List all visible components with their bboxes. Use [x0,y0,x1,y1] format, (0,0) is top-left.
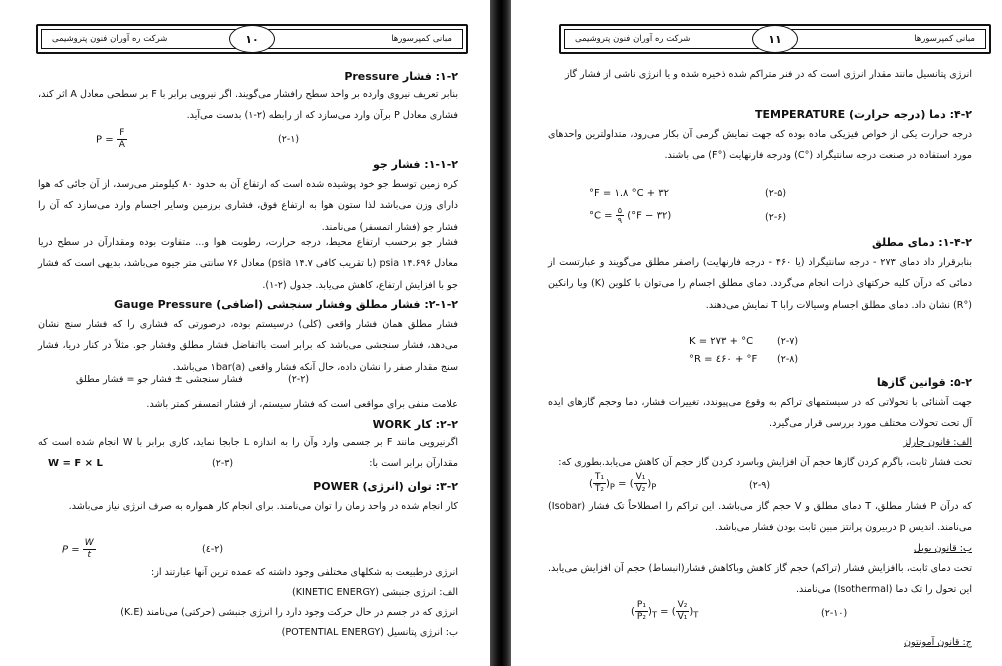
page-number: ۱۱ [752,25,798,53]
potential-title: ب: انرژی پتانسیل (POTENTIAL ENERGY) [281,627,458,638]
page-number: ۱۰ [229,25,275,53]
kinetic-title: الف: انرژی جنبشی (KINETIC ENERGY) [291,587,458,598]
atm-paragraph: کره زمین توسط جو خود پوشیده شده است که ارتفاع آن به حدود ۸۰ کیلومتر می‌رسد، از آن جائی که هوا دارای وزن می‌باشد لذا ستون هوا به ارتفاع فوق، فشاری برزمین وسایر اجسام وارد می‌سازد که آن را فشار جو (فشار اتمسفر) می‌نامند. [38,179,458,233]
kinetic-paragraph: انرژی که در جسم در حال حرکت وجود دارد را انرژی جنبشی (حرکتی) می‌نامند (K.E) [120,607,458,618]
header-book-title: مبانی کمپرسورها [391,34,452,44]
section-power-title: ۳-۲: توان (انرژی) POWER [313,480,458,493]
equation-2-2: فشار سنجشی ± فشار جو = فشار مطلق [76,374,243,385]
equation-label-2-9: (۲-۹) [749,480,771,491]
gauge-paragraph: فشار مطلق همان فشار واقعی (کلی) درسیستم بوده، درصورتی که فشاری را که فشار سنج نشان می‌دهد، فشار سنجشی می‌باشد که برابر است بااتفاضل فشار مطلق وفشار جو. مثلاً در کنار دریا، فشار سنج مقدار صفر را نشان داده، حال آنکه فشار واقعی ۱bar(a) می‌باشد. [38,319,458,373]
power-paragraph: کار انجام شده در واحد زمان را توان می‌نامند. برای انجام کار همواره به صرف انرژی نیاز می‌باشد. [68,501,458,512]
header-company: شرکت ره آوران فنون پتروشیمی [52,34,168,44]
section-atm-title: ۱-۱-۲: فشار جو [372,158,458,171]
page-right [511,0,1002,666]
header-company: شرکت ره آوران فنون پتروشیمی [575,34,691,44]
equation-2-4: P = $\frac{W}{t}$ [62,538,94,560]
section-gas-title: ۵-۲: قوانین گازها [876,376,972,389]
charles-paragraph-2: که درآن P فشار مطلق، T دمای مطلق و V حجم گاز می‌باشد. این تراکم را اصطلاحاً تک فشار (Isobar) می‌نامند. اندیس p دربیرون پرانتز مبین ثابت بودن فشار می‌باشد. [548,501,972,534]
gas-paragraph: جهت آشنائی با تحولاتی که در سیستمهای تراکم به وقوع می‌پیوندد، تغییرات فشار، دما وحجم گازهای ایده آل تحت تحولات مختلف مورد بررسی قرار می‌گیرد. [548,397,972,430]
charles-paragraph: تحت فشار ثابت، باگرم کردن گازها حجم آن افزایش وباسرد کردن گاز حجم آن کاهش می‌یابد.بطوری که: [558,457,972,468]
equation-2-6: °C = $\frac{۵}{۹}$ (°F − ۳۲) [589,206,672,225]
equation-label-2-7: (۲-۷) [777,336,799,347]
page-header [559,24,991,54]
section-abs-title: ۱-۴-۲: دمای مطلق [872,236,972,249]
abs-paragraph: بنابرقرار داد دمای ۲۷۳ - درجه سانتیگراد (یا ۴۶۰ - درجه فارنهایت) راصفر مطلق می‌گویند و عبارتست از دمائی که درآن کلیه حرکتهای ذرات انجام می‌گردد. دمای مطلق اجسام را می‌توان با کلوین (K) ویا رانکین (°R) نشان داد. دمای مطلق اجسام وسیالات رابا T نمایش می‌دهند. [548,257,972,311]
equation-label-2-6: (۲-۶) [765,212,787,223]
page-header [36,24,468,54]
equation-label-2-1: (۲-۱) [278,134,300,145]
atm-paragraph-2: فشار جو برحسب ارتفاع محیط، درجه حرارت، رطوبت هوا و... متفاوت بوده ومقدارآن در سطح دریا معادل psia ۱۴.۶۹۶ (با تقریب کافی psia ۱۴.۷) معادل ۷۶ سانتی متر جیوه می‌باشد، بدیهی است که فشار جو با افزایش ارتفاع، کاهش می‌یابد. جدول (۲-۱). [38,237,459,291]
book-spine [490,0,511,666]
equation-2-5: °F = ۱.۸ °C + ۳۲ [589,188,670,199]
energy-paragraph: انرژی درطبیعت به شکلهای مختلفی وجود داشته که عمده ترین آنها عبارتند از: [151,567,458,578]
equation-2-8: °R = ٤۶۰ + °F [689,354,758,365]
equation-label-2-4: (۲-٤) [202,544,224,555]
header-book-title: مبانی کمپرسورها [914,34,975,44]
potential-paragraph: انرژی پتانسیل مانند مقدار انرژی است که در فنر متراکم شده ذخیره شده و یا انرژی ناشی از فشار گاز [564,69,972,80]
equation-label-2-3: (۲-۳) [212,458,234,469]
charles-title: الف: قانون چارلز [903,437,972,448]
section-gauge-title: ۲-۱-۲: فشار مطلق وفشار سنجشی (اضافی) Gauge Pressure [114,298,458,311]
equation-2-10: ( $\frac{\text{P₁}}{\text{P₂}}$ )$_T$ = ( $\frac{\text{V₂}}{\text{V₁}}$ )$_T$ [631,600,699,622]
boyle-paragraph: تحت دمای ثابت، باافزایش فشار (تراکم) حجم گاز کاهش وباکاهش فشار(انبساط) حجم آن افزایش می‌یابد. این تحول را تک دما (Isothermal) می‌نامند. [548,563,972,596]
equation-label-2-2: (۲-۲) [288,374,310,385]
gauge-note: علامت منفی برای مواقعی است که فشار سیستم، از فشار اتمسفر کمتر باشد. [146,399,458,410]
temp-paragraph: درجه حرارت یکی از خواص فیزیکی ماده بوده که جهت نمایش گرمی آن بکار می‌رود، متداولترین واحدهای مورد استفاده در صنعت درجه سانتیگراد (°C) ودرجه فارنهایت (°F) می باشند. [548,129,972,162]
equation-2-3: W = F × L [48,458,103,469]
equation-label-2-5: (۲-۵) [765,188,787,199]
pressure-paragraph: بنابر تعریف نیروی وارده بر واحد سطح رافشار می‌گویند. اگر نیرویی برابر با F بر سطحی معادل A اثر کند، فشاری معادل P برآن وارد می‌سازد که از رابطه (۲-۱) بدست می‌آید. [38,89,458,122]
equation-label-2-10: (۲-۱۰) [821,608,848,619]
work-paragraph: اگرنیرویی مانند F بر جسمی وارد وآن را به اندازه L جابجا نماید، کاری برابر با W انجام شده است که مقدارآن برابر است با: [38,437,459,470]
page-left [0,0,490,666]
section-temp-title: ۴-۲: دما (درجه حرارت) TEMPERATURE [755,108,972,121]
section-pressure-title: ۱-۲: فشار Pressure [344,70,458,83]
equation-label-2-8: (۲-۸) [777,354,799,365]
equation-2-1: P = $\frac{F}{A}$ [96,128,125,150]
amontons-title: ج: قانون آمونتون [903,637,972,648]
boyle-title: ب: قانون بویل [913,543,972,554]
equation-2-7: K = ۲۷۳ + °C [689,336,754,347]
equation-2-9: ( $\frac{\text{T₁}}{\text{T₂}}$ )$_P$ = ( $\frac{\text{V₁}}{\text{V₂}}$ )$_P$ [589,472,657,494]
section-work-title: ۲-۲: کار WORK [372,418,458,431]
